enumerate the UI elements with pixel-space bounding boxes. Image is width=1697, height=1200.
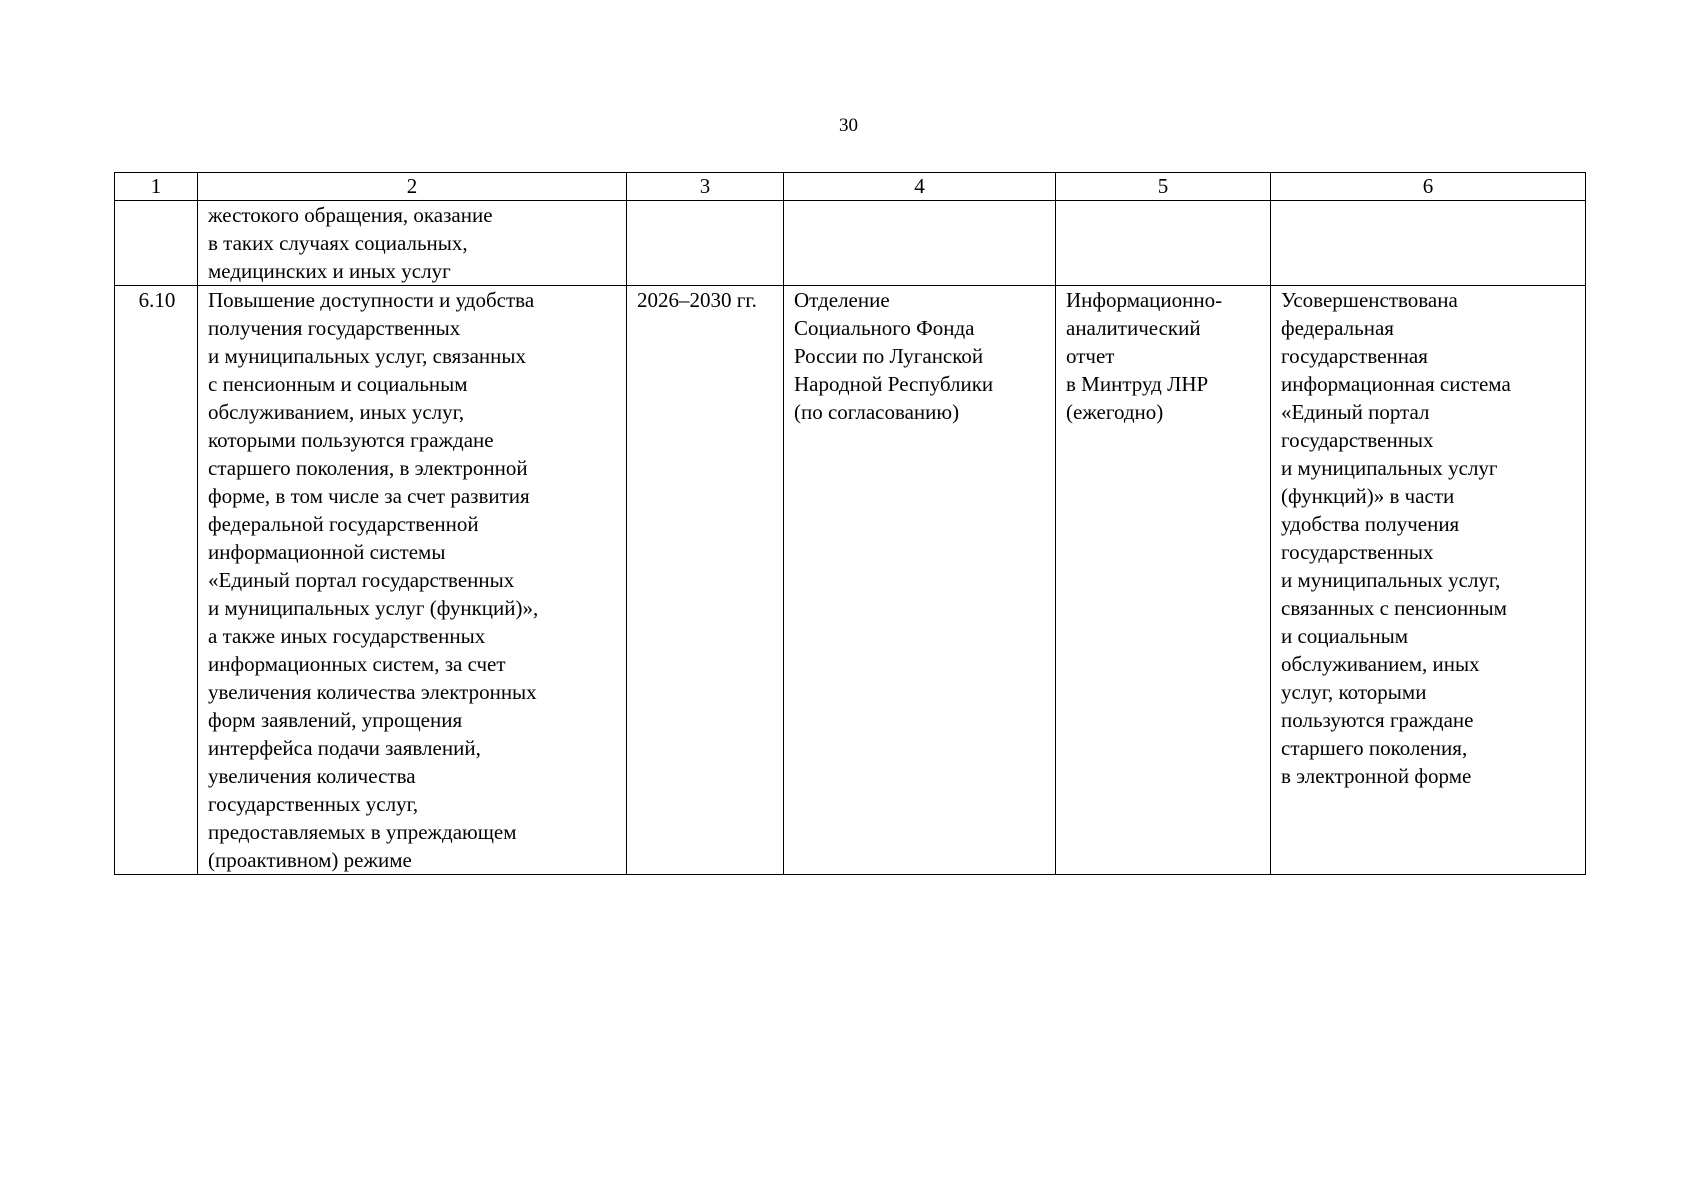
executor-cell: Отделение Социального Фонда России по Луганской Народной Республики (по согласованию) <box>784 286 1056 875</box>
column-header-6: 6 <box>1271 173 1586 201</box>
table-header-row <box>115 173 1586 201</box>
period-cell: 2026–2030 гг. <box>627 286 784 875</box>
measures-table <box>114 172 1586 875</box>
column-header-4: 4 <box>784 173 1056 201</box>
column-header-2: 2 <box>198 173 627 201</box>
row-number-cell: 6.10 <box>115 286 198 875</box>
period-cell <box>627 201 784 286</box>
measure-cell: Повышение доступности и удобства получения государственных и муниципальных услуг, связанных с пенсионным и социальным обслуживанием, иных услуг, которыми пользуются граждане старшего поколения, в электронной форме, в том числе за счет развития федеральной государственной информационной системы «Единый портал государственных и муниципальных услуг (функций)», а также иных государственных информационных систем, за счет увеличения количества электронных форм заявлений, упрощения интерфейса подачи заявлений, увеличения количества государственных услуг, предоставляемых в упреждающем (проактивном) режиме <box>198 286 627 875</box>
table-row <box>115 201 1586 286</box>
measure-cell: жестокого обращения, оказание в таких случаях социальных, медицинских и иных услуг <box>198 201 627 286</box>
column-header-3: 3 <box>627 173 784 201</box>
row-number-cell <box>115 201 198 286</box>
column-header-1: 1 <box>115 173 198 201</box>
control-form-cell: Информационно- аналитический отчет в Минтруд ЛНР (ежегодно) <box>1056 286 1271 875</box>
result-cell <box>1271 201 1586 286</box>
control-form-cell <box>1056 201 1271 286</box>
column-header-5: 5 <box>1056 173 1271 201</box>
page-number: 30 <box>839 115 858 136</box>
result-cell: Усовершенствована федеральная государственная информационная система «Единый портал государственных и муниципальных услуг (функций)» в части удобства получения государственных и муниципальных услуг, связанных с пенсионным и социальным обслуживанием, иных услуг, которыми пользуются граждане старшего поколения, в электронной форме <box>1271 286 1586 875</box>
table-row <box>115 286 1586 875</box>
executor-cell <box>784 201 1056 286</box>
